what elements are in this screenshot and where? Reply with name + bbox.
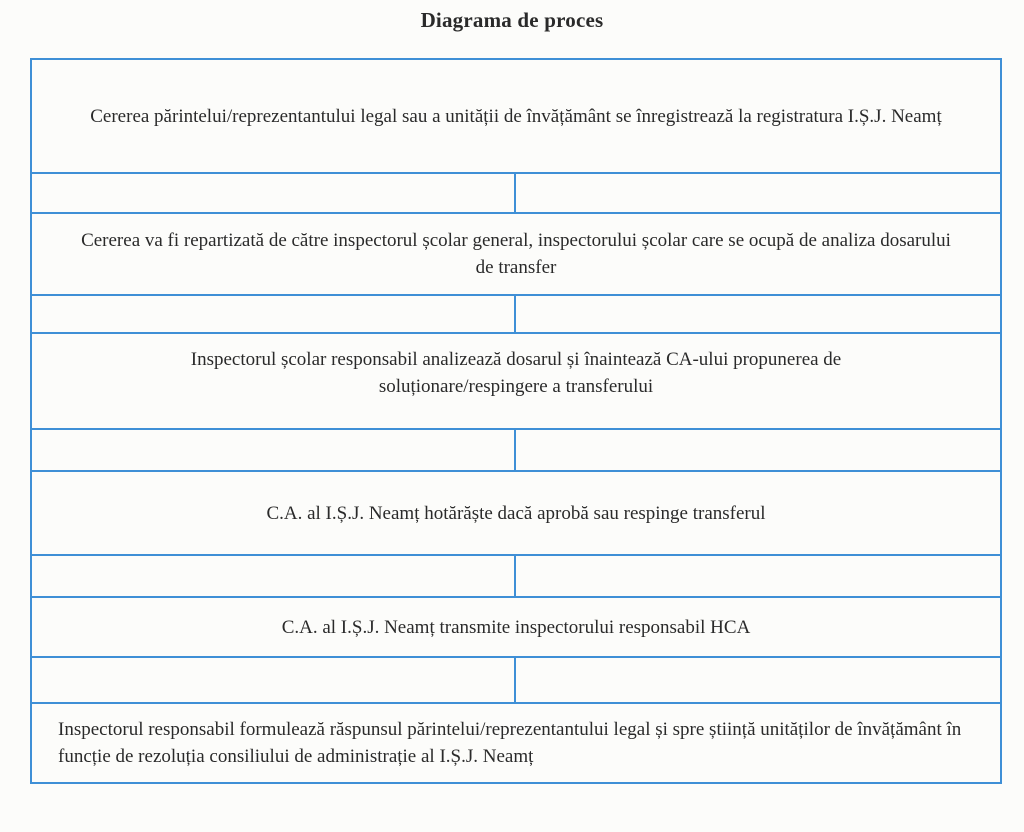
diagram-title: Diagrama de proces (420, 8, 604, 32)
connector-2-left (32, 296, 516, 332)
connector-1-left (32, 174, 516, 212)
connector-5-right (516, 658, 1000, 702)
connector-2-right (516, 296, 1000, 332)
connector-2 (32, 296, 1000, 334)
connector-5 (32, 658, 1000, 704)
connector-3-right (516, 430, 1000, 470)
connector-4-left (32, 556, 516, 596)
process-flow-table (30, 58, 1002, 784)
connector-4-right (516, 556, 1000, 596)
step-2-assign-request: Cererea va fi repartizată de către inspectorul școlar general, inspectorului școlar care se ocupă de analiza dosarului de transfer (32, 214, 1000, 296)
connector-1-right (516, 174, 1000, 212)
connector-3 (32, 430, 1000, 472)
connector-3-left (32, 430, 516, 470)
connector-4 (32, 556, 1000, 598)
connector-5-left (32, 658, 516, 702)
step-3-analyze-file: Inspectorul școlar responsabil analizează dosarul și înaintează CA-ului propunerea de soluționare/respingere a transferului (32, 334, 1000, 430)
step-5-transmit-hca: C.A. al I.Ș.J. Neamț transmite inspectorului responsabil HCA (32, 598, 1000, 658)
step-6-formulate-response: Inspectorul responsabil formulează răspunsul părintelui/reprezentantului legal și spre știință unităților de învățământ în funcție de rezoluția consiliului de administrație al I.Ș.J. Neamț (58, 719, 962, 767)
connector-1 (32, 174, 1000, 214)
step-1-register-request: Cererea părintelui/reprezentantului legal sau a unității de învățământ se înregistrează la registratura I.Ș.J. Neamț (32, 60, 1000, 174)
step-4-board-decision: C.A. al I.Ș.J. Neamț hotărăște dacă aprobă sau respinge transferul (32, 472, 1000, 556)
